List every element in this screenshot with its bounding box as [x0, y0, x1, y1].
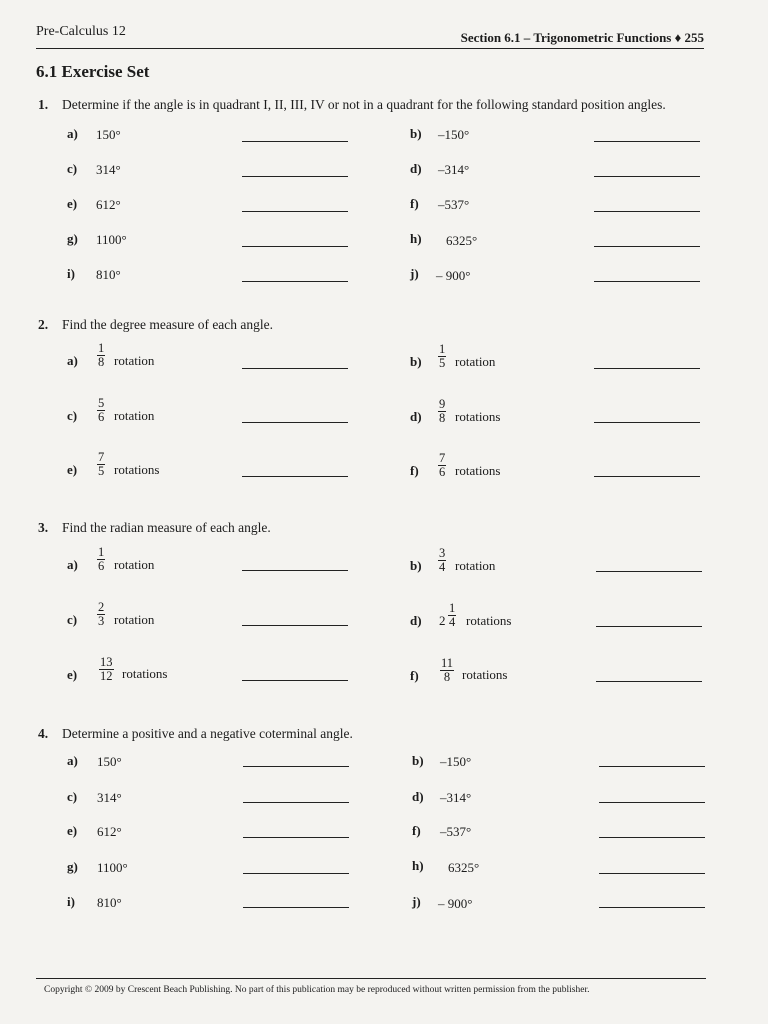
unit-word: rotation: [114, 408, 155, 423]
denominator: 8: [440, 670, 454, 684]
answer-blank[interactable]: [594, 281, 700, 282]
angle-value: –150°: [438, 127, 470, 142]
answer-blank[interactable]: [594, 476, 700, 477]
unit-word: rotations: [466, 613, 512, 628]
item-label: e): [67, 462, 78, 477]
item-label: f): [410, 463, 419, 478]
fraction: [97, 397, 105, 424]
question-2-prompt: [38, 317, 273, 333]
answer-blank[interactable]: [242, 141, 348, 142]
fraction: [97, 601, 105, 628]
denominator: 3: [98, 614, 105, 628]
answer-blank[interactable]: [594, 422, 700, 423]
angle-value: 314°: [97, 790, 122, 805]
fraction: [438, 547, 446, 574]
answer-blank[interactable]: [242, 211, 348, 212]
angle-value: –150°: [440, 754, 472, 769]
question-number: 3.: [38, 520, 49, 535]
answer-blank[interactable]: [243, 802, 349, 803]
page-header: [36, 24, 704, 49]
item-label: h): [410, 231, 422, 246]
item-label: e): [67, 667, 78, 682]
course-title: Pre-Calculus 12: [36, 24, 126, 39]
unit-word: rotations: [462, 667, 508, 682]
angle-value: –314°: [438, 162, 470, 177]
item-label: d): [410, 409, 422, 424]
unit-word: rotations: [114, 462, 160, 477]
fraction: [99, 656, 114, 683]
numerator: 1: [98, 341, 105, 355]
item-label: c): [67, 612, 78, 627]
answer-blank[interactable]: [243, 766, 349, 767]
numerator: 11: [441, 656, 454, 670]
angle-value: – 900°: [436, 268, 471, 283]
unit-word: rotation: [455, 354, 496, 369]
denominator: 6: [98, 559, 105, 573]
item-label: c): [67, 789, 78, 804]
fraction: [448, 602, 456, 629]
angle-value: 612°: [97, 824, 122, 839]
denominator: 6: [439, 465, 446, 479]
question-text: Find the degree measure of each angle.: [62, 317, 274, 332]
item-label: b): [410, 558, 422, 573]
answer-blank[interactable]: [599, 907, 705, 908]
question-text: Find the radian measure of each angle.: [62, 520, 271, 535]
answer-blank[interactable]: [594, 211, 700, 212]
unit-word: rotations: [122, 666, 168, 681]
question-1-prompt: [38, 97, 666, 113]
angle-value: 314°: [96, 162, 121, 177]
angle-value: –537°: [440, 824, 472, 839]
denominator: 4: [439, 560, 446, 574]
denominator: 8: [439, 411, 446, 425]
answer-blank[interactable]: [599, 873, 705, 874]
numerator: 5: [98, 396, 105, 410]
answer-blank[interactable]: [599, 837, 705, 838]
fraction: [440, 657, 454, 684]
angle-value: 612°: [96, 197, 121, 212]
answer-blank[interactable]: [594, 176, 700, 177]
fraction: [438, 398, 446, 425]
unit-word: rotations: [455, 409, 501, 424]
answer-blank[interactable]: [596, 681, 702, 682]
item-label: e): [67, 196, 78, 211]
item-label: j): [412, 894, 421, 909]
numerator: 1: [98, 545, 105, 559]
answer-blank[interactable]: [599, 802, 705, 803]
item-label: f): [410, 196, 419, 211]
answer-blank[interactable]: [242, 422, 348, 423]
question-text: Determine if the angle is in quadrant I, II, III, IV or not in a quadrant for the following standard position angles.: [62, 97, 666, 112]
answer-blank[interactable]: [243, 873, 349, 874]
angle-value: 1100°: [96, 232, 127, 247]
numerator: 9: [439, 397, 446, 411]
numerator: 1: [439, 342, 446, 356]
numerator: 3: [439, 546, 446, 560]
angle-value: 6325°: [446, 233, 478, 248]
answer-blank[interactable]: [599, 766, 705, 767]
numerator: 2: [98, 600, 105, 614]
question-3-prompt: [38, 520, 271, 536]
item-label: c): [67, 408, 78, 423]
answer-blank[interactable]: [242, 368, 348, 369]
item-label: d): [410, 613, 422, 628]
answer-blank[interactable]: [243, 837, 349, 838]
item-label: a): [67, 753, 78, 768]
mixed-number-whole: 2: [439, 613, 446, 628]
question-text: Determine a positive and a negative coterminal angle.: [62, 726, 353, 741]
denominator: 5: [439, 356, 446, 370]
item-label: a): [67, 126, 78, 141]
footer-rule: [36, 978, 706, 979]
denominator: 5: [98, 464, 105, 478]
denominator: 8: [98, 355, 105, 369]
item-label: i): [67, 266, 75, 281]
answer-blank[interactable]: [242, 625, 348, 626]
answer-blank[interactable]: [242, 176, 348, 177]
answer-blank[interactable]: [243, 907, 349, 908]
answer-blank[interactable]: [242, 246, 348, 247]
angle-value: –314°: [440, 790, 472, 805]
unit-word: rotation: [114, 353, 155, 368]
item-label: b): [410, 126, 422, 141]
question-number: 4.: [38, 726, 49, 741]
item-label: a): [67, 557, 78, 572]
unit-word: rotation: [114, 612, 155, 627]
fraction: [438, 452, 446, 479]
angle-value: 150°: [97, 754, 122, 769]
fraction: [97, 546, 105, 573]
exercise-set-title: 6.1 Exercise Set: [36, 62, 150, 81]
numerator: 7: [439, 451, 446, 465]
item-label: f): [412, 823, 421, 838]
angle-value: 6325°: [448, 860, 480, 875]
answer-blank[interactable]: [242, 476, 348, 477]
item-label: d): [412, 789, 424, 804]
angle-value: 1100°: [97, 860, 128, 875]
item-label: f): [410, 668, 419, 683]
answer-blank[interactable]: [596, 571, 702, 572]
answer-blank[interactable]: [594, 246, 700, 247]
denominator: 12: [100, 669, 113, 683]
answer-blank[interactable]: [242, 680, 348, 681]
item-label: g): [67, 859, 78, 874]
item-label: h): [412, 858, 424, 873]
angle-value: 150°: [96, 127, 121, 142]
answer-blank[interactable]: [594, 368, 700, 369]
numerator: 13: [100, 655, 113, 669]
numerator: 1: [449, 601, 456, 615]
denominator: 6: [98, 410, 105, 424]
angle-value: 810°: [96, 267, 121, 282]
item-label: a): [67, 353, 78, 368]
item-label: g): [67, 231, 78, 246]
unit-word: rotations: [455, 463, 501, 478]
copyright-notice: Copyright © 2009 by Crescent Beach Publishing. No part of this publication may be reproduced without written permission from the publisher.: [44, 985, 590, 995]
angle-value: 810°: [97, 895, 122, 910]
answer-blank[interactable]: [594, 141, 700, 142]
numerator: 7: [98, 450, 105, 464]
answer-blank[interactable]: [242, 281, 348, 282]
question-number: 1.: [38, 97, 49, 112]
item-label: c): [67, 161, 78, 176]
question-number: 2.: [38, 317, 49, 332]
unit-word: rotation: [455, 558, 496, 573]
item-label: b): [410, 354, 422, 369]
item-label: j): [410, 266, 419, 281]
answer-blank[interactable]: [596, 626, 702, 627]
angle-value: –537°: [438, 197, 470, 212]
item-label: d): [410, 161, 422, 176]
fraction: [438, 343, 446, 370]
angle-value: – 900°: [438, 896, 473, 911]
fraction: [97, 342, 105, 369]
item-label: i): [67, 894, 75, 909]
unit-word: rotation: [114, 557, 155, 572]
denominator: 4: [449, 615, 456, 629]
item-label: b): [412, 753, 424, 768]
section-title: Section 6.1 – Trigonometric Functions ♦ 255: [460, 30, 704, 45]
answer-blank[interactable]: [242, 570, 348, 571]
fraction: [97, 451, 105, 478]
item-label: e): [67, 823, 78, 838]
question-4-prompt: [38, 726, 353, 742]
